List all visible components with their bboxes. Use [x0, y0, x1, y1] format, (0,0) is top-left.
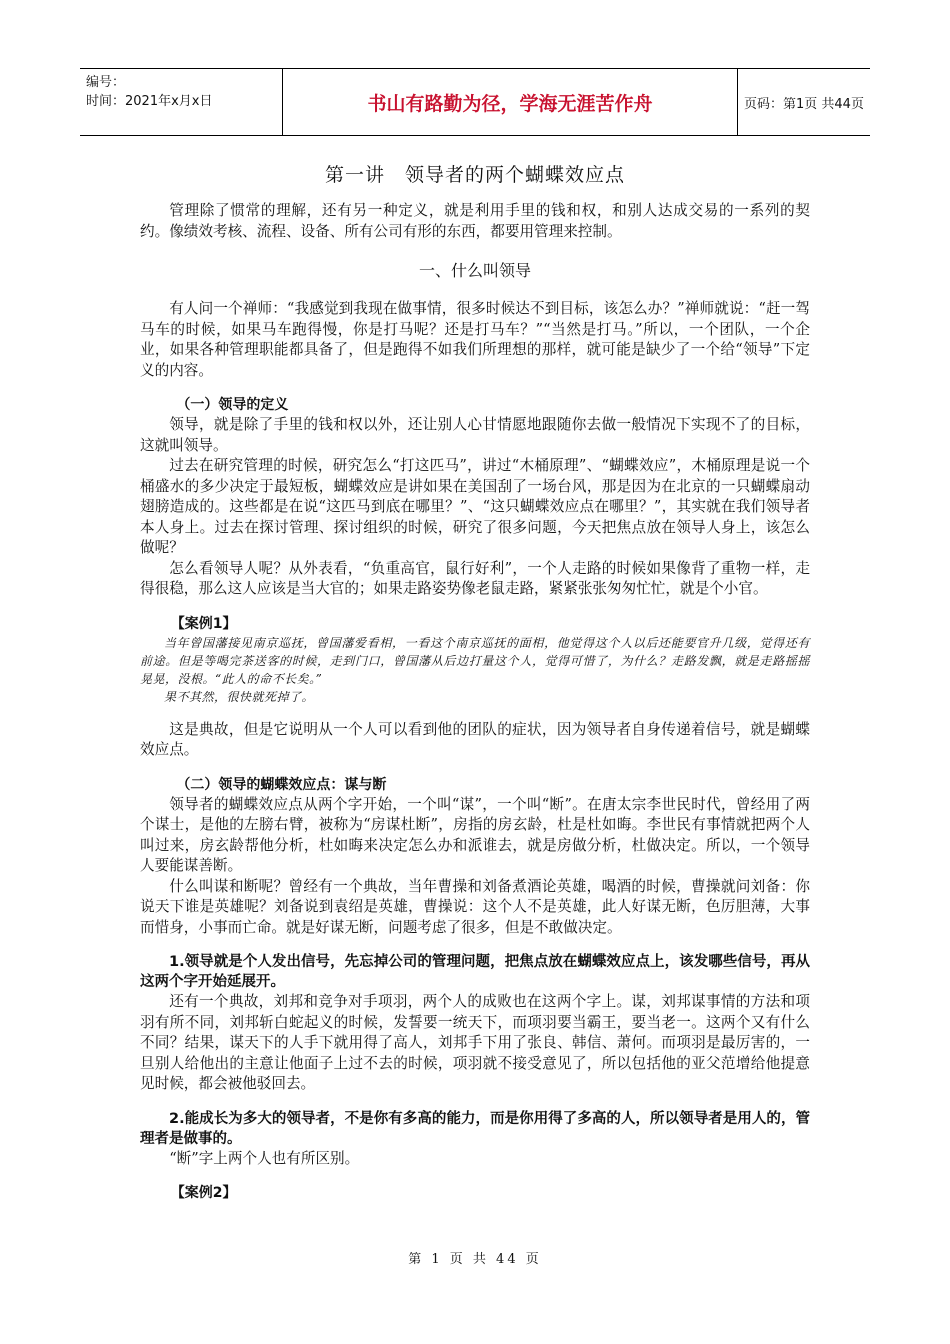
case-label: 【案例2】: [170, 1185, 237, 1201]
paragraph: 这是典故，但是它说明从一个人可以看到他的团队的症状，因为领导者自身传递着信号，就是蝴蝶效应点。: [140, 720, 810, 758]
case-ending: 果不其然，很快就死掉了。: [164, 689, 315, 704]
paragraph: 过去在研究管理的时候，研究怎么“打这匹马”，讲过“木桶原理”、“蝴蝶效应”，木桶原理是说一个桶盛水的多少决定于最短板，蝴蝶效应是讲如果在美国刮了一场台风，那是因为在北京的一只蝴蝶扇动翅膀造成的。这些都是在说“这匹马到底在哪里？”、“这只蝴蝶效应点在哪里？”，其实就在我们领导者本人身上。过去在探讨管理、探讨组织的时候，研究了很多问题，今天把焦点放在领导人身上，该怎么做呢？: [140, 457, 810, 556]
header-page-info: 页码：第1页 共44页: [744, 96, 864, 112]
page-footer: 第 1 页 共 44 页: [408, 1252, 542, 1267]
paragraph: 什么叫谋和断呢？曾经有一个典故，当年曹操和刘备煮酒论英雄，喝酒的时候，曹操就问刘备：你说天下谁是英雄呢？刘备说到袁绍是英雄，曹操说：这个人不是英雄，此人好谋无断，色厉胆薄，大事而惜身，小事而亡命。就是好谋无断，问题考虑了很多，但是不敢做决定。: [140, 877, 810, 936]
time-label: 时间：2021年x月x日: [86, 94, 213, 109]
subsection-heading: （一）领导的定义: [176, 397, 289, 413]
subsection-heading: （二）领导的蝴蝶效应点：谋与断: [176, 776, 387, 793]
bold-point: 2.能成长为多大的领导者，不是你有多高的能力，而是你用得了多高的人，所以领导者是用人的，管理者是做事的。: [140, 1110, 810, 1147]
bold-point: 1.领导就是个人发出信号，先忘掉公司的管理问题，把焦点放在蝴蝶效应点上，该发哪些信号，再从这两个字开始延展开。: [140, 954, 810, 990]
document-body: [140, 150, 810, 1203]
case-text: 当年曾国藩接见南京巡抚，曾国藩爱看相，一看这个南京巡抚的面相，他觉得这个人以后还能要官升几级，觉得还有前途。但是等喝完茶送客的时候，走到门口，曾国藩从后边打量这个人，觉得可惜了，为什么？走路发飘，就是走路摇摇晃晃，没根。“此人的命不长矣。”: [140, 635, 810, 686]
paragraph: 还有一个典故，刘邦和竞争对手项羽，两个人的成败也在这两个字上。谋，刘邦谋事情的方法和项羽有所不同，刘邦斩白蛇起义的时候，发誓要一统天下，而项羽要当霸王，要当老一。这两个又有什么不同？结果，谋天下的人手下就用得了高人，刘邦手下用了张良、韩信、萧何。而项羽是最厉害的，一旦别人给他出的主意让他面子上过不去的时候，项羽就不接受意见了，所以包括他的亚父范增给他提意见时候，都会被他驳回去。: [140, 993, 810, 1092]
paragraph: 领导，就是除了手里的钱和权以外，还让别人心甘情愿地跟随你去做一般情况下实现不了的目标，这就叫领导。: [140, 416, 810, 454]
page-title: 第一讲 领导者的两个蝴蝶效应点: [324, 164, 625, 186]
paragraph: 有人问一个禅师：“我感觉到我现在做事情，很多时候达不到目标，该怎么办？”禅师就说：“赶一驾马车的时候，如果马车跑得慢，你是打马呢？还是打马车？”“当然是打马。”所以，一个团队，一个企业，如果各种管理职能都具备了，但是跑得不如我们所理想的那样，就可能是缺少了一个给“领导”下定义的内容。: [140, 300, 810, 379]
paragraph: 怎么看领导人呢？从外表看，“负重高官，鼠行好利”，一个人走路的时候如果像背了重物一样，走得很稳，那么这人应该是当大官的；如果走路姿势像老鼠走路，紧紧张张匆匆忙忙，就是个小官。: [140, 559, 810, 597]
header-motto: 书山有路勤为径，学海无涯苦作舟: [282, 69, 738, 135]
section-heading: 一、什么叫领导: [418, 261, 531, 280]
header-left-cell: [80, 69, 282, 135]
paragraph: 领导者的蝴蝶效应点从两个字开始，一个叫“谋”，一个叫“断”。在唐太宗李世民时代，曾经用了两个谋士，是他的左膀右臂，被称为“房谋杜断”，房指的房玄龄，杜是杜如晦。李世民有事情就把两个人叫过来，房玄龄帮他分析，杜如晦来决定怎么办和派谁去，就是房做分析，杜做决定。所以，一个领导人要能谋善断。: [140, 795, 810, 874]
intro-paragraph: 管理除了惯常的理解，还有另一种定义，就是利用手里的钱和权，和别人达成交易的一系列的契约。像绩效考核、流程、设备、所有公司有形的东西，都要用管理来控制。: [140, 202, 810, 240]
code-label: 编号：: [86, 75, 126, 90]
paragraph: “断”字上两个人也有所区别。: [169, 1149, 360, 1167]
document-header: [80, 68, 870, 136]
case-label: 【案例1】: [170, 615, 237, 632]
